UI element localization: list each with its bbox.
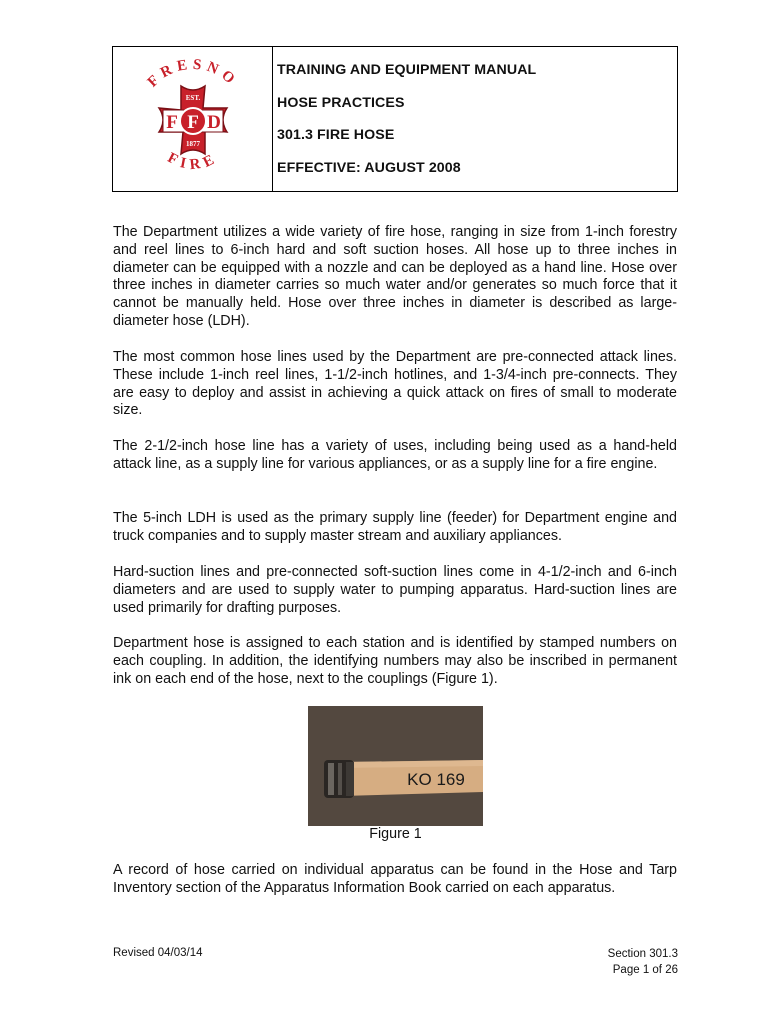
effective-date: EFFECTIVE: AUGUST 2008 [277, 160, 461, 177]
logo-letter-right: D [206, 112, 221, 133]
hose-marking: KO 169 [407, 770, 465, 789]
paragraph-hose-sizes: The Department utilizes a wide variety of fire hose, ranging in size from 1-inch forestry and reel lines to 6-inch hard and soft suction hoses. All hose up to three inches in diameter can be equipped with a nozzle and can be deployed as a hand line. Hose over three inches in diameter carries so much water and/or generates so much force that it cannot be manually held. Hose over three inches in diameter is described as large-diameter hose (LDH). [113, 224, 677, 329]
logo-arc-top: FRESNO [144, 56, 241, 91]
footer-right [608, 947, 678, 978]
logo-cell [113, 47, 273, 191]
svg-text:FIRE [164, 150, 220, 173]
logo-year: 1877 [185, 140, 200, 148]
title-cell [273, 47, 536, 191]
footer-revised: Revised 04/03/14 [113, 947, 203, 959]
logo-letter-left: F [165, 112, 178, 133]
svg-text:FRESNO [144, 57, 240, 91]
footer-section: Section 301.3 [607, 948, 678, 960]
paragraph-hose-identification: Department hose is assigned to each station and is identified by stamped numbers on each coupling. In addition, the identifying numbers may also be inscribed in permanent ink on each end of the hose, next to the couplings (Figure 1). [113, 635, 677, 687]
logo-arc-bottom: FIRE [164, 149, 221, 174]
paragraph-hose-record: A record of hose carried on individual apparatus can be found in the Hose and Tarp Inventory section of the Apparatus Information Book carried on each apparatus. [113, 862, 677, 896]
paragraph-5-inch-ldh: The 5-inch LDH is used as the primary supply line (feeder) for Department engine and truck companies and to supply master stream and auxiliary appliances. [113, 510, 677, 544]
paragraph-attack-lines: The most common hose lines used by the Department are pre-connected attack lines. These include 1-inch reel lines, 1-1/2-inch hotlines, and 1-3/4-inch pre-connects. They are easy to deploy and assist in achieving a quick attack on fires of small to moderate size. [113, 349, 677, 419]
hose-photo-illustration [308, 706, 483, 826]
section-title: 301.3 FIRE HOSE [277, 127, 395, 144]
logo-est: EST. [185, 94, 200, 102]
fresno-fire-logo [128, 54, 258, 184]
figure-hose-photo [308, 706, 483, 826]
logo-letter-center: F [186, 112, 199, 133]
figure-caption: Figure 1 [369, 826, 422, 842]
chapter-title: HOSE PRACTICES [277, 94, 405, 111]
paragraph-2-5-inch: The 2-1/2-inch hose line has a variety of uses, including being used as a hand-held attack line, as a supply line for various appliances, or as a supply line for a fire engine. [113, 438, 677, 472]
footer-page-number: Page 1 of 26 [612, 963, 678, 976]
manual-title: TRAINING AND EQUIPMENT MANUAL [277, 62, 537, 78]
header-box [112, 46, 678, 192]
paragraph-hard-suction: Hard-suction lines and pre-connected soft-suction lines come in 4-1/2-inch and 6-inch diameters and are used to supply water to pumping apparatus. Hard-suction lines are used primarily for drafting purposes. [113, 564, 677, 616]
